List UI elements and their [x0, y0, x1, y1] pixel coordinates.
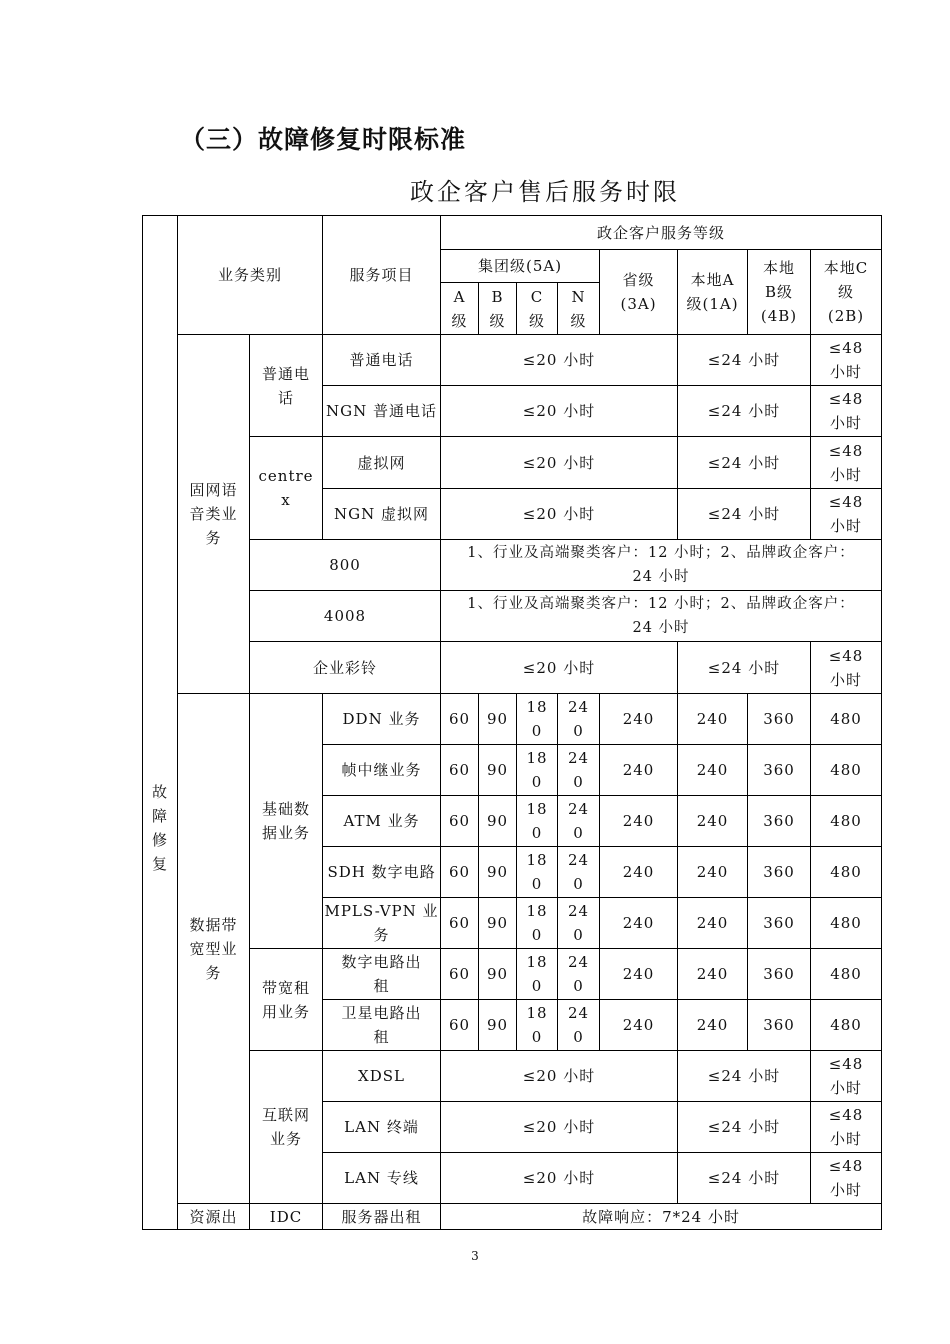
data-sub-internet: 互联网 业务: [250, 1051, 323, 1204]
val-b: 90: [479, 949, 517, 1000]
val-a: 60: [441, 898, 479, 949]
time-24: ≤24 小时: [678, 642, 811, 694]
val-local-b: 360: [748, 745, 811, 796]
val-b: 90: [479, 1000, 517, 1051]
val-province: 240: [600, 796, 678, 847]
val-n: 24 0: [558, 745, 600, 796]
data-item: DDN 业务: [323, 694, 441, 745]
data-item: ATM 业务: [323, 796, 441, 847]
val-local-a: 240: [678, 847, 748, 898]
data-item: XDSL: [323, 1051, 441, 1102]
val-local-b: 360: [748, 898, 811, 949]
section-heading: （三）故障修复时限标准: [180, 125, 467, 154]
page-number: 3: [471, 1249, 479, 1263]
voice-ring: 企业彩铃: [250, 642, 441, 694]
val-n: 24 0: [558, 898, 600, 949]
val-local-a: 240: [678, 694, 748, 745]
header-local-a: 本地A 级(1A): [678, 250, 748, 335]
time-24: ≤24 小时: [678, 386, 811, 437]
voice-sub-centrex: centre x: [250, 437, 323, 540]
val-c: 18 0: [517, 847, 558, 898]
header-a: A 级: [441, 283, 479, 335]
val-n: 24 0: [558, 694, 600, 745]
time-20: ≤20 小时: [441, 437, 678, 489]
val-local-c: 480: [811, 1000, 882, 1051]
val-a: 60: [441, 796, 479, 847]
val-n: 24 0: [558, 796, 600, 847]
voice-item: 虚拟网: [323, 437, 441, 489]
val-local-b: 360: [748, 796, 811, 847]
voice-4008: 4008: [250, 591, 441, 642]
val-n: 24 0: [558, 949, 600, 1000]
time-48: ≤48 小时: [811, 642, 882, 694]
time-48: ≤48 小时: [811, 1153, 882, 1204]
val-b: 90: [479, 796, 517, 847]
header-c: C 级: [517, 283, 558, 335]
val-local-a: 240: [678, 796, 748, 847]
time-20: ≤20 小时: [441, 489, 678, 540]
data-item: 帧中继业务: [323, 745, 441, 796]
val-a: 60: [441, 694, 479, 745]
voice-category: 固网语 音类业 务: [178, 335, 250, 694]
val-province: 240: [600, 745, 678, 796]
time-24: ≤24 小时: [678, 489, 811, 540]
header-item: 服务项目: [323, 216, 441, 335]
val-c: 18 0: [517, 898, 558, 949]
val-local-c: 480: [811, 847, 882, 898]
val-n: 24 0: [558, 847, 600, 898]
table-title: 政企客户售后服务时限: [410, 178, 680, 206]
val-local-b: 360: [748, 1000, 811, 1051]
voice-item: 普通电话: [323, 335, 441, 386]
time-48: ≤48 小时: [811, 1051, 882, 1102]
data-item: 卫星电路出 租: [323, 1000, 441, 1051]
voice-800: 800: [250, 540, 441, 591]
time-24: ≤24 小时: [678, 437, 811, 489]
val-n: 24 0: [558, 1000, 600, 1051]
val-local-a: 240: [678, 949, 748, 1000]
last-text: 故障响应：7*24 小时: [441, 1204, 882, 1230]
val-local-a: 240: [678, 1000, 748, 1051]
time-24: ≤24 小时: [678, 1153, 811, 1204]
val-province: 240: [600, 1000, 678, 1051]
header-local-c: 本地C 级 (2B): [811, 250, 882, 335]
val-a: 60: [441, 847, 479, 898]
time-24: ≤24 小时: [678, 1102, 811, 1153]
time-20: ≤20 小时: [441, 1153, 678, 1204]
val-province: 240: [600, 949, 678, 1000]
val-local-c: 480: [811, 898, 882, 949]
val-b: 90: [479, 847, 517, 898]
val-province: 240: [600, 694, 678, 745]
val-c: 18 0: [517, 949, 558, 1000]
data-sub-basic: 基础数 据业务: [250, 694, 323, 949]
val-c: 18 0: [517, 1000, 558, 1051]
header-category: 业务类别: [178, 216, 323, 335]
time-24: ≤24 小时: [678, 335, 811, 386]
voice-item: NGN 虚拟网: [323, 489, 441, 540]
header-group-level: 集团级(5A): [441, 250, 600, 283]
val-a: 60: [441, 949, 479, 1000]
header-province: 省级 (3A): [600, 250, 678, 335]
val-province: 240: [600, 898, 678, 949]
time-20: ≤20 小时: [441, 335, 678, 386]
time-48: ≤48 小时: [811, 437, 882, 489]
time-48: ≤48 小时: [811, 489, 882, 540]
voice-4008-text: 1、行业及高端聚类客户：12 小时；2、品牌政企客户： 24 小时: [441, 591, 882, 642]
last-sub: IDC: [250, 1204, 323, 1230]
data-sub-lease: 带宽租 用业务: [250, 949, 323, 1051]
val-c: 18 0: [517, 745, 558, 796]
val-b: 90: [479, 898, 517, 949]
val-local-b: 360: [748, 949, 811, 1000]
val-b: 90: [479, 745, 517, 796]
val-province: 240: [600, 847, 678, 898]
time-20: ≤20 小时: [441, 642, 678, 694]
data-item: 数字电路出 租: [323, 949, 441, 1000]
side-label: 故 障 修 复: [143, 216, 178, 1230]
voice-item: NGN 普通电话: [323, 386, 441, 437]
val-local-c: 480: [811, 796, 882, 847]
time-48: ≤48 小时: [811, 386, 882, 437]
header-b: B 级: [479, 283, 517, 335]
time-20: ≤20 小时: [441, 1102, 678, 1153]
val-local-a: 240: [678, 898, 748, 949]
time-20: ≤20 小时: [441, 1051, 678, 1102]
val-a: 60: [441, 745, 479, 796]
val-c: 18 0: [517, 796, 558, 847]
time-24: ≤24 小时: [678, 1051, 811, 1102]
val-c: 18 0: [517, 694, 558, 745]
voice-sub-plain: 普通电 话: [250, 335, 323, 437]
val-local-b: 360: [748, 694, 811, 745]
data-category: 数据带 宽型业 务: [178, 694, 250, 1204]
last-category: 资源出: [178, 1204, 250, 1230]
service-time-table: [142, 215, 882, 1230]
data-item: MPLS-VPN 业 务: [323, 898, 441, 949]
header-level-group: 政企客户服务等级: [441, 216, 882, 250]
time-20: ≤20 小时: [441, 386, 678, 437]
data-item: LAN 终端: [323, 1102, 441, 1153]
val-b: 90: [479, 694, 517, 745]
val-a: 60: [441, 1000, 479, 1051]
last-item: 服务器出租: [323, 1204, 441, 1230]
val-local-a: 240: [678, 745, 748, 796]
voice-800-text: 1、行业及高端聚类客户：12 小时；2、品牌政企客户： 24 小时: [441, 540, 882, 591]
header-n: N 级: [558, 283, 600, 335]
val-local-c: 480: [811, 949, 882, 1000]
val-local-c: 480: [811, 745, 882, 796]
header-local-b: 本地 B级 (4B): [748, 250, 811, 335]
data-item: SDH 数字电路: [323, 847, 441, 898]
time-48: ≤48 小时: [811, 335, 882, 386]
time-48: ≤48 小时: [811, 1102, 882, 1153]
val-local-b: 360: [748, 847, 811, 898]
data-item: LAN 专线: [323, 1153, 441, 1204]
val-local-c: 480: [811, 694, 882, 745]
